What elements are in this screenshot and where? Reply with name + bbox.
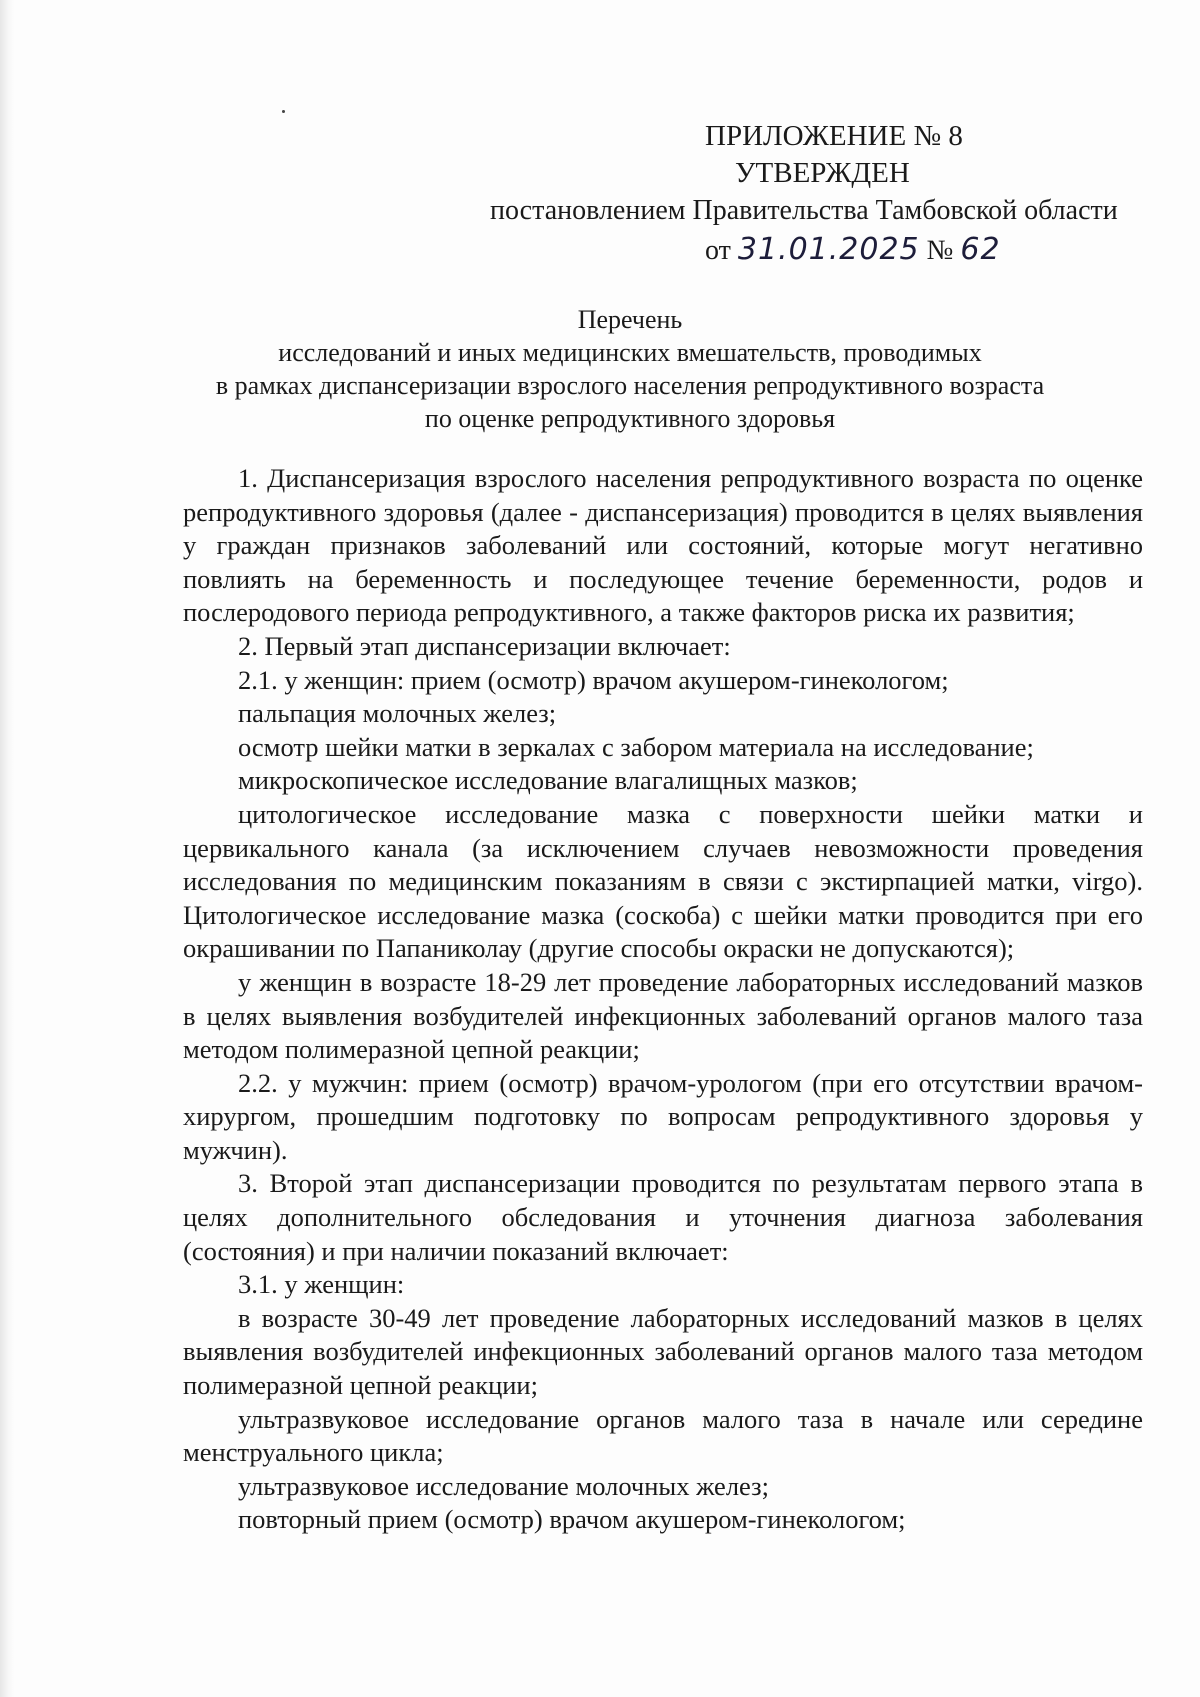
paragraph: цитологическое исследование мазка с поверхности шейки матки и цервикального канала (за исключением случаев невозможности проведения исследования по медицинским показаниям в связи с экстирпацией матки, virgo). Цитологическое исследование мазка (соскоба) с шейки матки проводится при его окрашивании по Папаниколау (другие способы окраски не допускаются); (183, 798, 1143, 964)
date-prefix: от (705, 235, 731, 266)
title-line-4: по оценке репродуктивного здоровья (424, 404, 836, 433)
paragraph: 2.2. у мужчин: прием (осмотр) врачом-урологом (при его отсутствии врачом-хирургом, прошедшим подготовку по вопросам репродуктивного здоровья у мужчин). (183, 1067, 1143, 1165)
appendix-number: ПРИЛОЖЕНИЕ № 8 (705, 120, 963, 152)
paragraph: у женщин в возрасте 18-29 лет проведение лабораторных исследований мазков в целях выявления возбудителей инфекционных заболеваний органов малого таза методом полимеразной цепной реакции; (183, 966, 1143, 1065)
paragraph: 2.1. у женщин: прием (осмотр) врачом акушером-гинекологом; (238, 664, 949, 695)
number-prefix: № (926, 235, 954, 266)
document-title (150, 303, 1110, 435)
scan-speck (282, 110, 285, 113)
paragraph: ультразвуковое исследование органов малого таза в начале или середине менструального цикла; (183, 1403, 1143, 1468)
paragraph: осмотр шейки матки в зеркалах с забором материала на исследование; (238, 731, 1034, 762)
handwritten-date: 31.01.2025 (737, 232, 920, 267)
title-line-1: Перечень (577, 305, 683, 334)
handwritten-number: 62 (960, 232, 1001, 267)
title-line-2: исследований и иных медицинских вмешательств, проводимых (278, 338, 982, 367)
approved-label: УТВЕРЖДЕН (735, 157, 910, 189)
paragraph: повторный прием (осмотр) врачом акушером-гинекологом; (238, 1504, 906, 1535)
paragraph: 3.1. у женщин: (238, 1269, 405, 1300)
decree-date-line (600, 231, 1090, 269)
paragraph: микроскопическое исследование влагалищных мазков; (238, 765, 858, 796)
paragraph: 1. Диспансеризация взрослого населения репродуктивного возраста по оценке репродуктивного здоровья (далее - диспансеризация) проводится в целях выявления у граждан признаков заболеваний или состояний, которые могут негативно повлиять на беременность и последующее течение беременности, родов и послеродового периода репродуктивного, а также факторов риска их развития; (183, 463, 1143, 628)
document-body (183, 462, 1143, 1537)
paragraph: в возрасте 30-49 лет проведение лабораторных исследований мазков в целях выявления возбудителей инфекционных заболеваний органов малого таза методом полимеразной цепной реакции; (183, 1302, 1143, 1401)
approval-header (490, 118, 1118, 269)
paragraph: ультразвуковое исследование молочных желез; (238, 1470, 769, 1501)
title-line-3: в рамках диспансеризации взрослого населения репродуктивного возраста (215, 371, 1045, 400)
scan-edge (0, 0, 14, 1697)
paragraph: 3. Второй этап диспансеризации проводится по результатам первого этапа в целях дополнительного обследования и уточнения диагноза заболевания (состояния) и при наличии показаний включает: (183, 1168, 1143, 1266)
decree-line: постановлением Правительства Тамбовской области (490, 195, 1118, 226)
paragraph: 2. Первый этап диспансеризации включает: (238, 630, 731, 661)
paragraph: пальпация молочных желез; (238, 698, 557, 729)
